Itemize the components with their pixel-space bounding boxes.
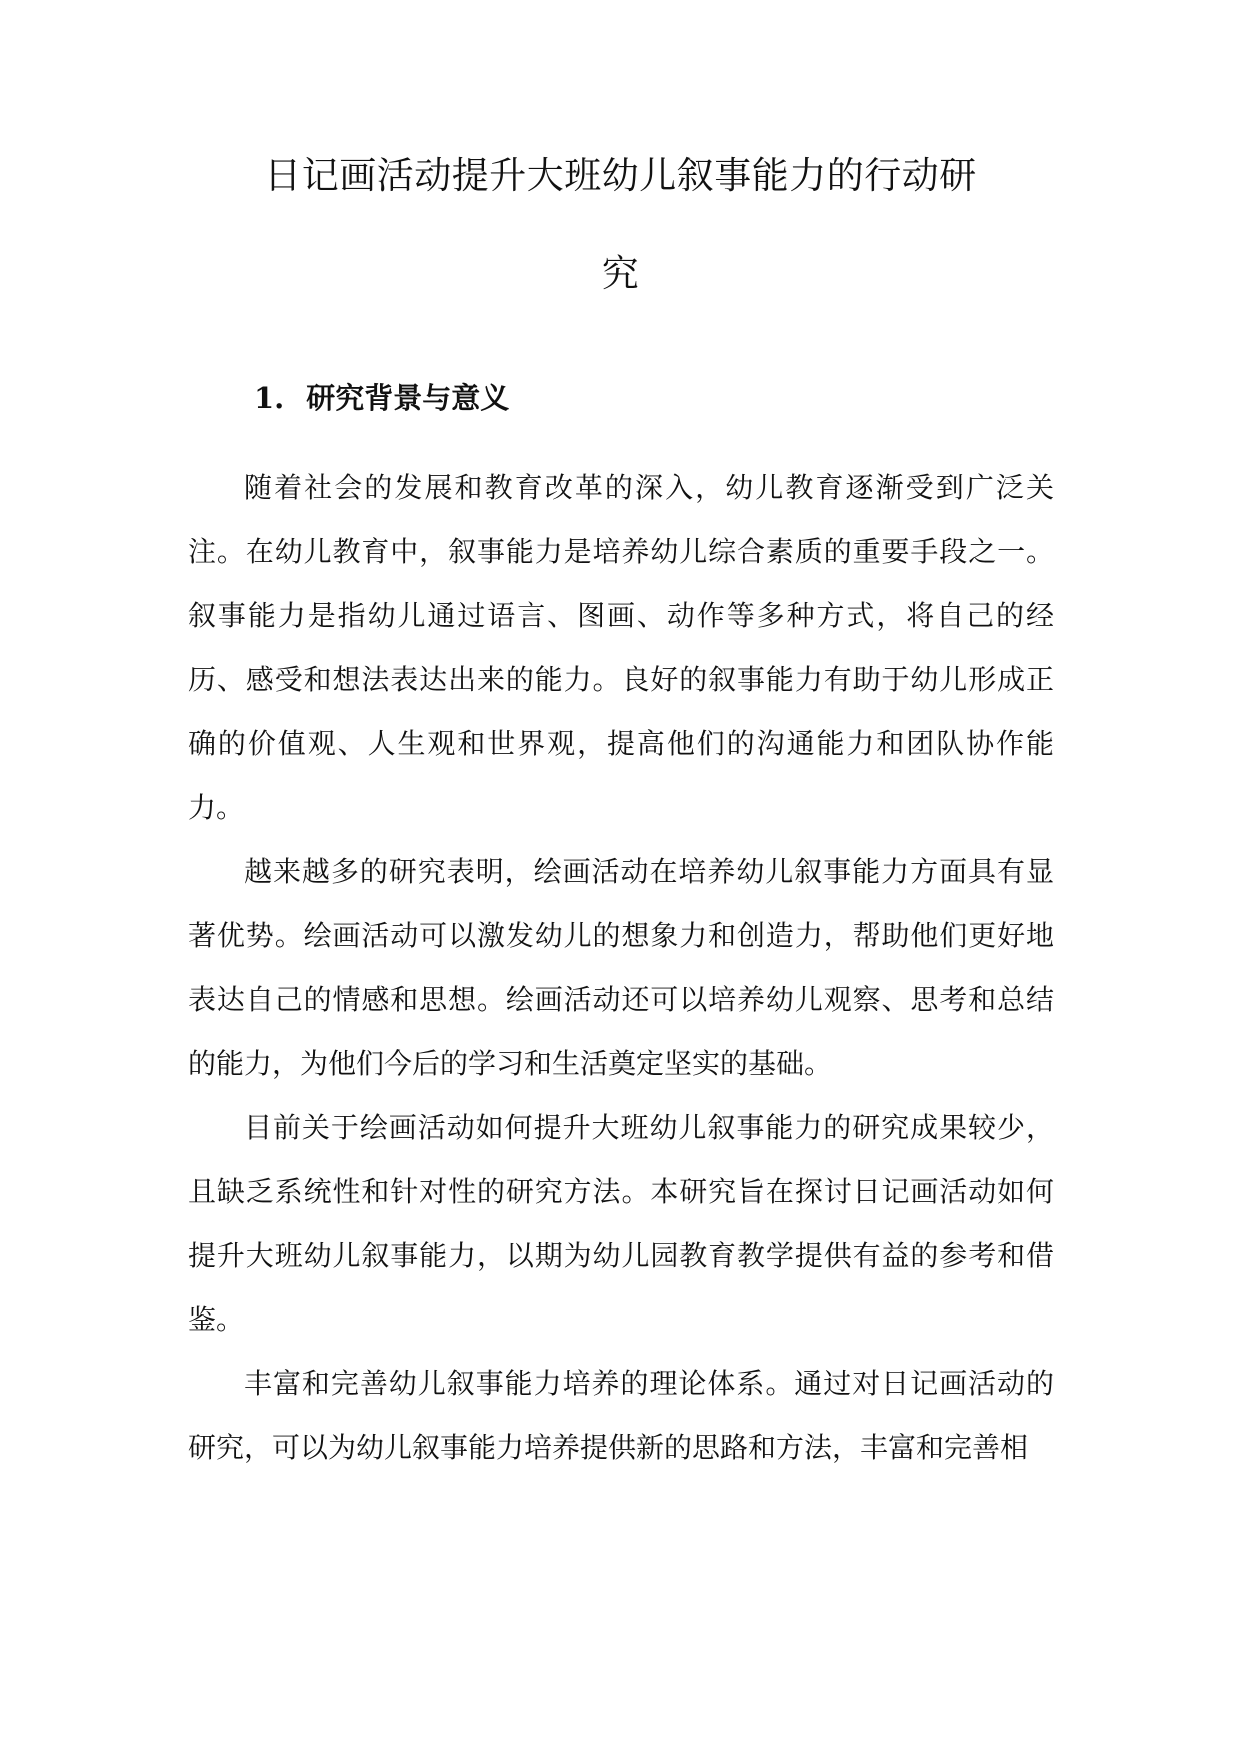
paragraph: 丰富和完善幼儿叙事能力培养的理论体系。通过对日记画活动的研究，可以为幼儿叙事能力培养提供新的思路和方法，丰富和完善相 [188,1367,1054,1464]
paragraph: 随着社会的发展和教育改革的深入，幼儿教育逐渐受到广泛关注。在幼儿教育中，叙事能力是培养幼儿综合素质的重要手段之一。叙事能力是指幼儿通过语言、图画、动作等多种方式，将自己的经历、感受和想法表达出来的能力。良好的叙事能力有助于幼儿形成正确的价值观、人生观和世界观，提高他们的沟通能力和团队协作能力。 [188,471,1054,824]
document-title-line-1: 日记画活动提升大班幼儿叙事能力的行动研 [264,154,977,197]
paragraph: 目前关于绘画活动如何提升大班幼儿叙事能力的研究成果较少，且缺乏系统性和针对性的研究方法。本研究旨在探讨日记画活动如何提升大班幼儿叙事能力，以期为幼儿园教育教学提供有益的参考和借鉴。 [188,1111,1054,1336]
section-number: 1. [254,381,285,415]
section-title: 研究背景与意义 [306,381,510,415]
body-text [188,456,1054,1480]
document-title-line-2: 究 [601,252,640,295]
section-heading [254,378,509,418]
paragraph: 越来越多的研究表明，绘画活动在培养幼儿叙事能力方面具有显著优势。绘画活动可以激发幼儿的想象力和创造力，帮助他们更好地表达自己的情感和思想。绘画活动还可以培养幼儿观察、思考和总结的能力，为他们今后的学习和生活奠定坚实的基础。 [188,855,1054,1080]
